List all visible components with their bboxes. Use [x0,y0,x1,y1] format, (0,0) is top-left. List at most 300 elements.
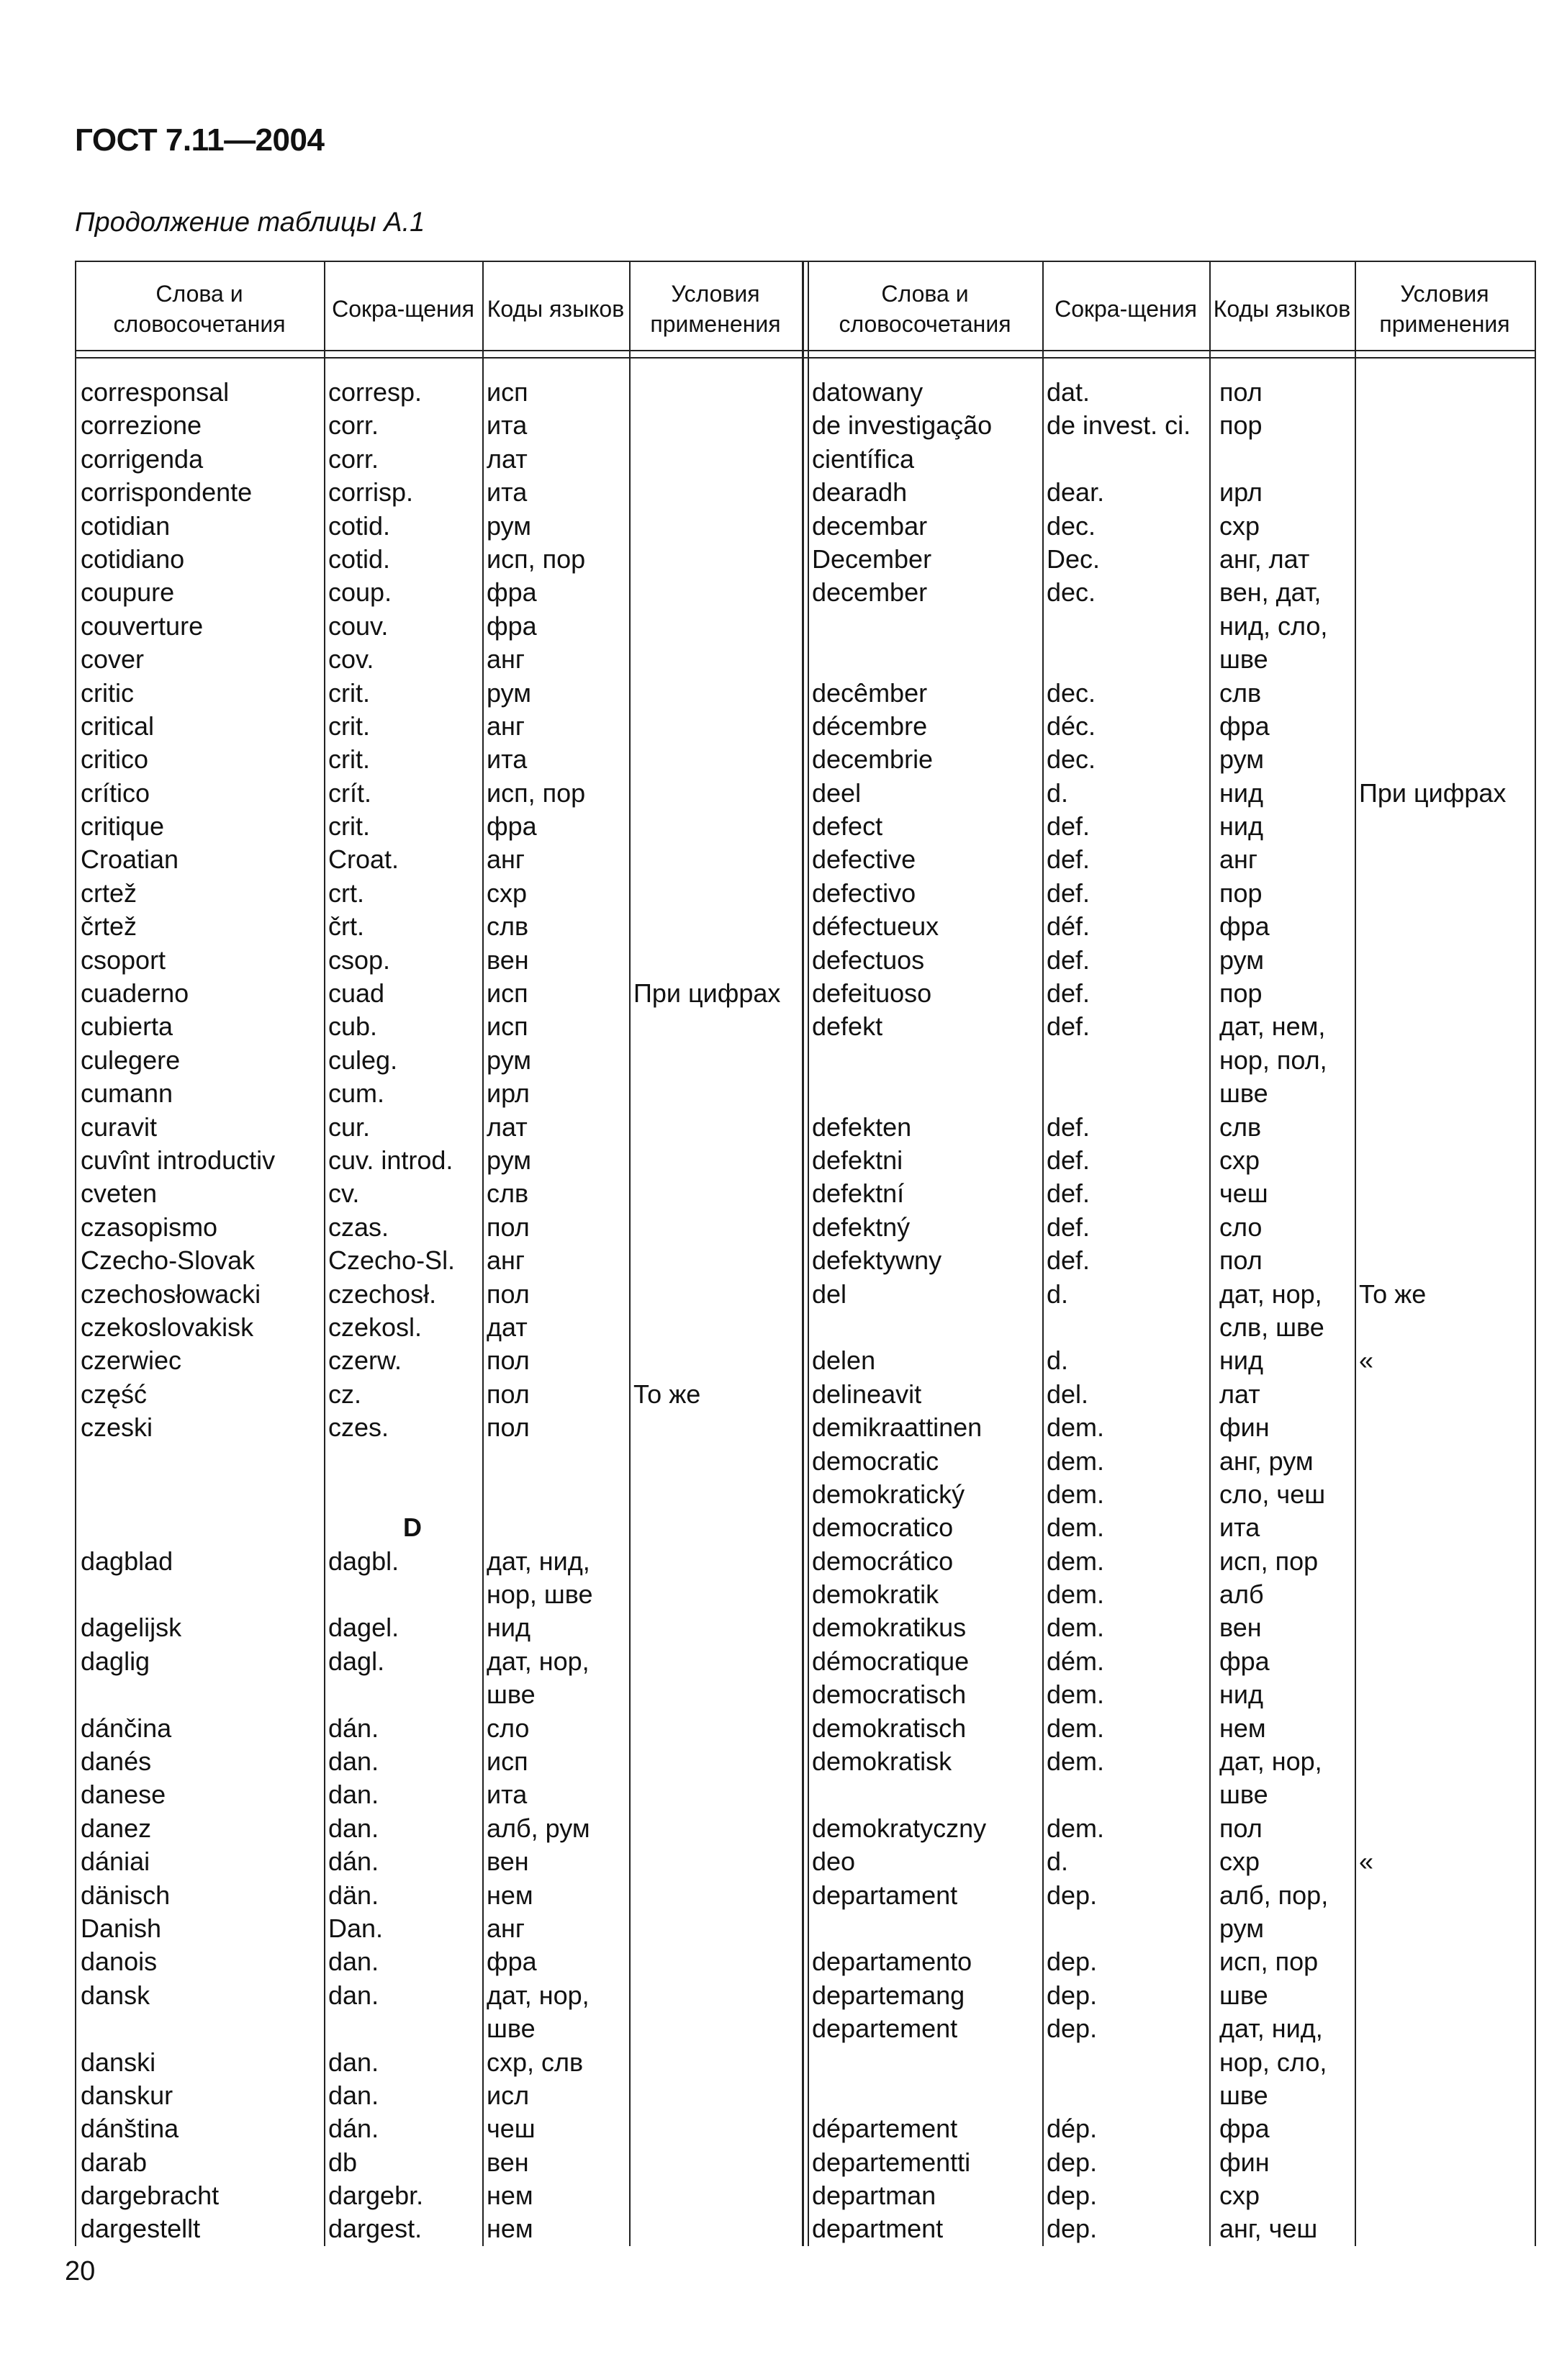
cell-word: departamento [812,1947,972,1977]
cell-lang: дат, нор, [1219,1746,1322,1777]
table-row [805,810,1536,843]
cell-abbrev: corr. [328,410,379,441]
cell-word: cveten [81,1178,158,1209]
cell-condition [1355,2112,1536,2145]
cell-lang: исп, пор [487,544,586,574]
cell-lang: шве [487,1680,536,1710]
cell-abbrev: dem. [1047,1813,1105,1843]
cell-abbrev: del. [1047,1379,1089,1409]
cell-word: csoport [81,945,166,975]
cell-abbrev: dem. [1047,1479,1105,1509]
cell-lang: лат [1219,1379,1260,1409]
cell-condition [629,1545,802,1578]
cell-abbrev: dan. [328,1813,379,1843]
table-row [75,1912,802,1945]
cell-lang: рум [487,1045,531,1075]
cell-condition [629,610,802,643]
cell-lang: ита [487,1780,528,1810]
cell-word: défectueux [812,911,939,942]
cell-lang: алб, пор, [1219,1880,1329,1910]
table-row [805,1411,1536,1444]
cell-lang: шве [1219,2080,1268,2110]
cell-lang: алб [1219,1579,1264,1610]
table-row [75,443,802,476]
cell-word: critic [81,677,134,708]
cell-abbrev: def. [1047,945,1090,975]
cell-word [75,2012,324,2045]
cell-word: defektni [812,1145,903,1175]
cell-abbrev: dan. [328,1780,379,1810]
cell-abbrev: db [328,2147,358,2177]
cell-word: demokratický [812,1479,965,1509]
table-row [75,910,802,943]
cell-condition [1355,2179,1536,2212]
cell-word: defekten [812,1112,912,1142]
cell-abbrev: črt. [328,911,364,942]
cell-condition: При цифрах [1359,777,1507,808]
cell-abbrev: cotid. [328,510,391,541]
cell-condition [629,1177,802,1210]
cell-condition [1355,1912,1536,1945]
cell-lang: нем [487,2181,533,2211]
cell-abbrev: crit. [328,711,370,741]
cell-word: czechosłowacki [81,1279,261,1309]
cell-condition [629,2079,802,2112]
cell-abbrev: dep. [1047,2214,1098,2244]
cell-condition [629,743,802,776]
table-row [75,2146,802,2179]
cell-lang: пол [1219,1813,1263,1843]
cell-abbrev: d. [1047,1847,1069,1877]
cell-abbrev: dän. [328,1880,379,1910]
cell-word: danois [81,1947,158,1977]
cell-condition [1355,2012,1536,2045]
cell-lang: пол [487,1379,530,1409]
cell-condition [1355,2146,1536,2179]
cell-word: czekoslovakisk [81,1312,254,1342]
cell-condition [629,2046,802,2079]
cell-abbrev [1042,1311,1209,1344]
cell-word [75,1478,324,1511]
cell-abbrev: czes. [328,1412,389,1443]
cell-word: dánčina [81,1713,172,1743]
table-row [75,1177,802,1210]
cell-condition [629,2012,802,2045]
cell-word: científica [812,443,915,474]
table-row [75,1578,802,1611]
cell-lang: дат, нид, [487,1546,590,1576]
cell-abbrev: dear. [1047,477,1105,508]
cell-word: dániai [81,1847,150,1877]
cell-abbrev: dep. [1047,1980,1098,2010]
cell-lang: фра [487,610,537,641]
cell-abbrev: corrisp. [328,477,414,508]
cell-word: corrispondente [81,477,253,508]
table-row [805,1010,1536,1043]
cell-abbrev: Czecho-Sl. [328,1245,456,1276]
cell-lang: фин [1219,2147,1270,2177]
cell-lang: фра [1219,2114,1270,2144]
cell-lang: пол [487,1212,530,1242]
cell-abbrev [1042,1912,1209,1945]
table-row [805,1244,1536,1277]
table-row [805,877,1536,910]
table-row [75,977,802,1010]
cell-condition [629,376,802,409]
cell-lang: рум [1219,744,1264,775]
cell-lang: ита [487,744,528,775]
table-row [75,1044,802,1077]
cell-lang: фра [1219,711,1270,741]
cell-abbrev: d. [1047,777,1069,808]
table-row [805,510,1536,543]
cell-lang: слв [1219,677,1262,708]
cell-lang: вен [487,945,529,975]
cell-abbrev: dep. [1047,1947,1098,1977]
table-row [75,1344,802,1377]
cell-condition [629,1778,802,1811]
cell-lang: пол [487,1345,530,1376]
table-row [75,543,802,576]
cell-word: departement [812,2014,958,2044]
cell-condition [629,510,802,543]
cell-abbrev: def. [1047,1212,1090,1242]
cell-abbrev: cuv. introd. [328,1145,453,1175]
cell-word: deel [812,777,862,808]
cell-condition [1355,1578,1536,1611]
cell-word [805,643,1042,676]
cell-lang: нор, шве [487,1579,593,1610]
table-row [75,1077,802,1110]
table-row [75,1511,802,1544]
cell-condition [1355,1611,1536,1644]
cell-condition [1355,743,1536,776]
cell-word: departementti [812,2147,971,2177]
cell-condition [629,643,802,676]
cell-word: defect [812,811,883,842]
cell-abbrev: dan. [328,1746,379,1777]
cell-abbrev [1042,443,1209,476]
cell-word [75,1578,324,1611]
cell-lang: дат, нем, [1219,1011,1326,1042]
cell-abbrev: Croat. [328,844,399,875]
cell-condition [1355,1111,1536,1144]
cell-condition [1355,710,1536,743]
cell-condition [1355,1979,1536,2012]
cell-condition [629,409,802,442]
table-row [805,2079,1536,2112]
cell-lang: сло, чеш [1219,1479,1326,1509]
cell-word: deo [812,1847,856,1877]
cell-condition [629,910,802,943]
cell-lang: схр [1219,2181,1260,2211]
cell-abbrev: dém. [1047,1646,1105,1676]
cell-abbrev: def. [1047,878,1090,908]
cell-word [805,1778,1042,1811]
cell-condition [1355,1678,1536,1711]
cell-lang: вен [1219,1613,1262,1643]
cell-condition [1355,1879,1536,1912]
cell-abbrev: dem. [1047,1412,1105,1443]
cell-lang: пор [1219,878,1263,908]
cell-abbrev: csop. [328,945,391,975]
table-row [805,443,1536,476]
cell-condition: « [1359,1345,1374,1376]
cell-condition [629,843,802,876]
cell-abbrev: dagbl. [328,1546,399,1576]
cell-lang: нид [1219,1345,1263,1376]
cell-condition [629,1044,802,1077]
table-row [75,1211,802,1244]
table-row [805,1144,1536,1177]
cell-abbrev: crit. [328,744,370,775]
cell-condition [629,877,802,910]
cell-abbrev: Dec. [1047,544,1101,574]
cell-lang: нор, сло, [1219,2047,1327,2077]
cell-condition [1355,409,1536,442]
cell-word: couverture [81,610,204,641]
cell-condition [629,1879,802,1912]
cell-word: dargebracht [81,2181,220,2211]
cell-condition [629,710,802,743]
table-row [805,1378,1536,1411]
cell-word: culegere [81,1045,181,1075]
cell-abbrev: dem. [1047,1579,1105,1610]
cell-lang: схр [1219,1847,1260,1877]
cell-condition [629,777,802,810]
table-row [805,843,1536,876]
cell-word [75,1445,324,1478]
table-row [805,710,1536,743]
cell-lang: вен [487,1847,529,1877]
cell-abbrev: dec. [1047,744,1096,775]
cell-abbrev: def. [1047,978,1090,1009]
header-rule-double [75,357,1536,359]
table-row [805,677,1536,710]
cell-lang: рум [487,677,531,708]
cell-word: črtež [81,911,137,942]
table-continuation-title: Продолжение таблицы А.1 [75,207,425,238]
table-row [75,1845,802,1878]
cell-word: czeski [81,1412,153,1443]
cell-abbrev [324,1678,482,1711]
cell-word: december [812,577,928,608]
cell-word: de investigação [812,410,993,441]
table-row [805,643,1536,676]
cell-condition [629,1077,802,1110]
table-row [805,910,1536,943]
cell-condition: При цифрах [633,978,781,1009]
table-left-half [75,376,802,2244]
table-row [75,2046,802,2079]
cell-lang: алб, рум [487,1813,590,1843]
cell-word: dansk [81,1980,150,2010]
cell-word: crítico [81,777,150,808]
cell-abbrev [1042,1077,1209,1110]
header-conditions: Условия применения [1379,281,1510,337]
cell-abbrev: dargebr. [328,2181,424,2211]
cell-word: democratisch [812,1680,967,1710]
table-row [805,777,1536,810]
cell-condition [629,2179,802,2212]
cell-abbrev: def. [1047,811,1090,842]
cell-lang: анг, рум [1219,1446,1314,1476]
cell-word: corrigenda [81,443,204,474]
cell-lang: нид [1219,811,1263,842]
cell-abbrev [324,2012,482,2045]
cell-word: Croatian [81,844,179,875]
cell-lang: исл [487,2080,530,2110]
cell-abbrev: czekosl. [328,1312,423,1342]
cell-lang: пор [1219,978,1263,1009]
table-row [75,843,802,876]
cell-condition [629,1478,802,1511]
cell-lang: лат [487,1112,528,1142]
cell-word: daglig [81,1646,150,1676]
cell-condition [629,443,802,476]
cell-word: curavit [81,1112,158,1142]
cell-condition [1355,1478,1536,1511]
abbreviation-table [75,261,1536,2246]
cell-lang: нем [487,1880,533,1910]
cell-abbrev: de invest. ci. [1047,410,1191,441]
cell-abbrev: dec. [1047,577,1096,608]
table-row [805,2012,1536,2045]
cell-abbrev: crit. [328,677,370,708]
cell-lang [1209,443,1355,476]
cell-condition: То же [633,1379,701,1409]
page-number: 20 [65,2256,96,2286]
cell-abbrev: culeg. [328,1045,398,1075]
cell-condition [629,1945,802,1978]
cell-condition [1355,1010,1536,1043]
cell-abbrev: dem. [1047,1513,1105,1543]
table-row [75,944,802,977]
table-row [75,1411,802,1444]
cell-condition [1355,2079,1536,2112]
cell-word: democrático [812,1546,954,1576]
cell-lang: рум [1219,1913,1264,1943]
cell-lang: анг [1219,844,1258,875]
table-row [805,2146,1536,2179]
cell-lang: шве [1219,1780,1268,1810]
cell-lang [482,1445,629,1478]
cell-lang: лат [487,443,528,474]
cell-lang: анг [487,644,525,675]
cell-condition [1355,677,1536,710]
table-row [75,1111,802,1144]
table-row [75,2112,802,2145]
cell-word: cotidiano [81,544,185,574]
header-abbrev: Сокра-щения [1055,296,1197,322]
cell-condition [1355,543,1536,576]
cell-abbrev: dan. [328,2080,379,2110]
cell-lang: анг [487,711,525,741]
table-row [805,1578,1536,1611]
table-row [805,743,1536,776]
cell-word: danés [81,1746,152,1777]
cell-condition [1355,376,1536,409]
cell-word: delen [812,1345,876,1376]
cell-condition [1355,810,1536,843]
cell-word: defektywny [812,1245,942,1276]
cell-condition [629,1278,802,1311]
table-row [805,1979,1536,2012]
header-lang-codes: Коды языков [487,296,625,322]
cell-abbrev: dem. [1047,1546,1105,1576]
table-row [75,1745,802,1778]
cell-abbrev: dep. [1047,1880,1098,1910]
cell-condition [629,1979,802,2012]
cell-condition [1355,576,1536,609]
table-row [805,409,1536,442]
cell-word [805,1912,1042,1945]
cell-lang: дат, нор, [487,1646,590,1676]
header-lang-codes: Коды языков [1213,296,1351,322]
table-top-rule [75,261,1536,262]
cell-abbrev: def. [1047,1011,1090,1042]
table-row [75,576,802,609]
cell-condition [629,1111,802,1144]
cell-word: dargestellt [81,2214,201,2244]
cell-word: darab [81,2147,148,2177]
cell-lang: нем [1219,1713,1266,1743]
cell-lang: схр [1219,1145,1260,1175]
cell-abbrev: dep. [1047,2181,1098,2211]
header-words: Слова и словосочетания [839,281,1011,337]
cell-word: demokratisk [812,1746,952,1777]
table-row [75,476,802,509]
cell-lang: слв [487,911,529,942]
table-row [75,1311,802,1344]
cell-abbrev: dep. [1047,2014,1098,2044]
table-row [75,1945,802,1978]
cell-abbrev: czas. [328,1212,389,1242]
cell-lang: фра [1219,911,1270,942]
cell-word: département [812,2114,958,2144]
table-row [805,1678,1536,1711]
table-row [75,2212,802,2245]
table-row [805,1077,1536,1110]
cell-condition [1355,1445,1536,1478]
table-row [805,1745,1536,1778]
cell-lang: пор [1219,410,1263,441]
cell-abbrev: cuad [328,978,385,1009]
table-row [805,977,1536,1010]
cell-abbrev [324,1445,482,1478]
cell-lang: схр [1219,510,1260,541]
cell-abbrev: dan. [328,1980,379,2010]
table-row [805,1311,1536,1344]
cell-condition [629,1912,802,1945]
cell-word: critico [81,744,149,775]
cell-lang: схр, слв [487,2047,584,2077]
cell-word: defektní [812,1178,905,1209]
cell-word: danez [81,1813,152,1843]
cell-word: danski [81,2047,156,2077]
cell-condition [1355,944,1536,977]
cell-abbrev: dan. [328,1947,379,1977]
cell-word [75,1511,324,1544]
cell-word: corresponsal [81,377,230,407]
cell-abbrev: dep. [1047,2147,1098,2177]
cell-condition [1355,476,1536,509]
cell-abbrev: d. [1047,1279,1069,1309]
table-row [75,2079,802,2112]
cell-word: departament [812,1880,958,1910]
table-row [75,1611,802,1644]
cell-condition [1355,643,1536,676]
